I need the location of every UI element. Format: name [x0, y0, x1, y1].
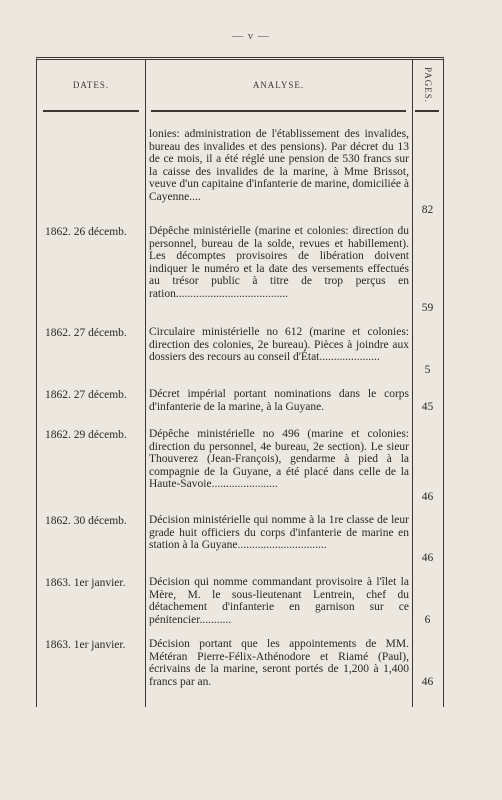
header-analyse: ANALYSE. — [252, 80, 305, 90]
entry-page: 59 — [421, 302, 434, 314]
header-pages — [412, 60, 443, 110]
entry-analysis: Décret impérial portant nominations dans le corps d'infanterie de la marine, à la Guyane. — [149, 388, 409, 413]
entry-page: 5 — [424, 364, 431, 376]
entry-date: 1862. 26 décemb. — [45, 226, 127, 238]
column-divider — [412, 60, 413, 707]
entry-page: 46 — [421, 552, 434, 564]
entry-page: 82 — [421, 204, 434, 216]
entry-page: 46 — [421, 491, 434, 503]
entry-page: 46 — [421, 676, 434, 688]
entry-date: 1862. 27 décemb. — [45, 389, 127, 401]
entry-date: 1863. 1er janvier. — [45, 577, 126, 589]
header-rule — [415, 110, 439, 112]
entry-analysis: Dépêche ministérielle no 496 (marine et colonies: direction du personnel, 4e bureau, 2e section). Le sieur Thouverez (Jean-François), gendarme à pied à la compagnie de la Guyane, a été placé dans celle de la Haute-Savoie....................... — [149, 428, 409, 491]
entry-date: 1862. 27 décemb. — [45, 327, 127, 339]
header-pages-label: PAGES. — [422, 67, 433, 103]
entry-analysis: Décision qui nomme commandant provisoire à l'îlet la Mère, M. le sous-lieutenant Lentrein, chef du détachement d'infanterie en garnison sur ce pénitencier........... — [149, 576, 409, 626]
entry-analysis: Décision ministérielle qui nomme à la 1re classe de leur grade huit officiers du corps d'infanterie de marine en station à la Guyane............................... — [149, 514, 409, 552]
entry-analysis: lonies: administration de l'établissement des invalides, bureau des invalides et des pensions). Par décret du 13 de ce mois, il a été réglé une pension de 530 francs sur la caisse des invalides de la marine, à Mme Brissot, veuve d'un capitaine d'infanterie de marine, domiciliée à Cayenne.... — [149, 128, 409, 203]
entry-date: 1862. 30 décemb. — [45, 515, 127, 527]
header-rule — [151, 110, 406, 112]
header-dates: DATES. — [72, 80, 110, 90]
entry-analysis: Circulaire ministérielle no 612 (marine et colonies: direction des colonies, 2e bureau). Pièces à joindre aux dossiers des recours au conseil d'État..................... — [149, 326, 409, 364]
entry-analysis: Dépêche ministérielle (marine et colonies: direction du personnel, bureau de la solde, revues et habillement). Les décomptes provisoires de libération doivent indiquer le numéro et la date des versements effectués au trésor public à titre de trop perçus en ration....................................... — [149, 225, 409, 300]
entry-analysis: Décision portant que les appointements de MM. Météran Pierre-Félix-Athénodore et Riamé (Paul), écrivains de la marine, seront portés de 1,200 à 1,400 francs par an. — [149, 638, 409, 688]
page-number: — v — — [232, 30, 270, 42]
column-divider — [145, 60, 146, 707]
ledger-table — [36, 57, 444, 707]
entry-date: 1863. 1er janvier. — [45, 639, 126, 651]
entry-page: 45 — [421, 401, 434, 413]
header-rule — [43, 110, 139, 112]
entry-date: 1862. 29 décemb. — [45, 429, 127, 441]
entry-page: 6 — [424, 614, 431, 626]
